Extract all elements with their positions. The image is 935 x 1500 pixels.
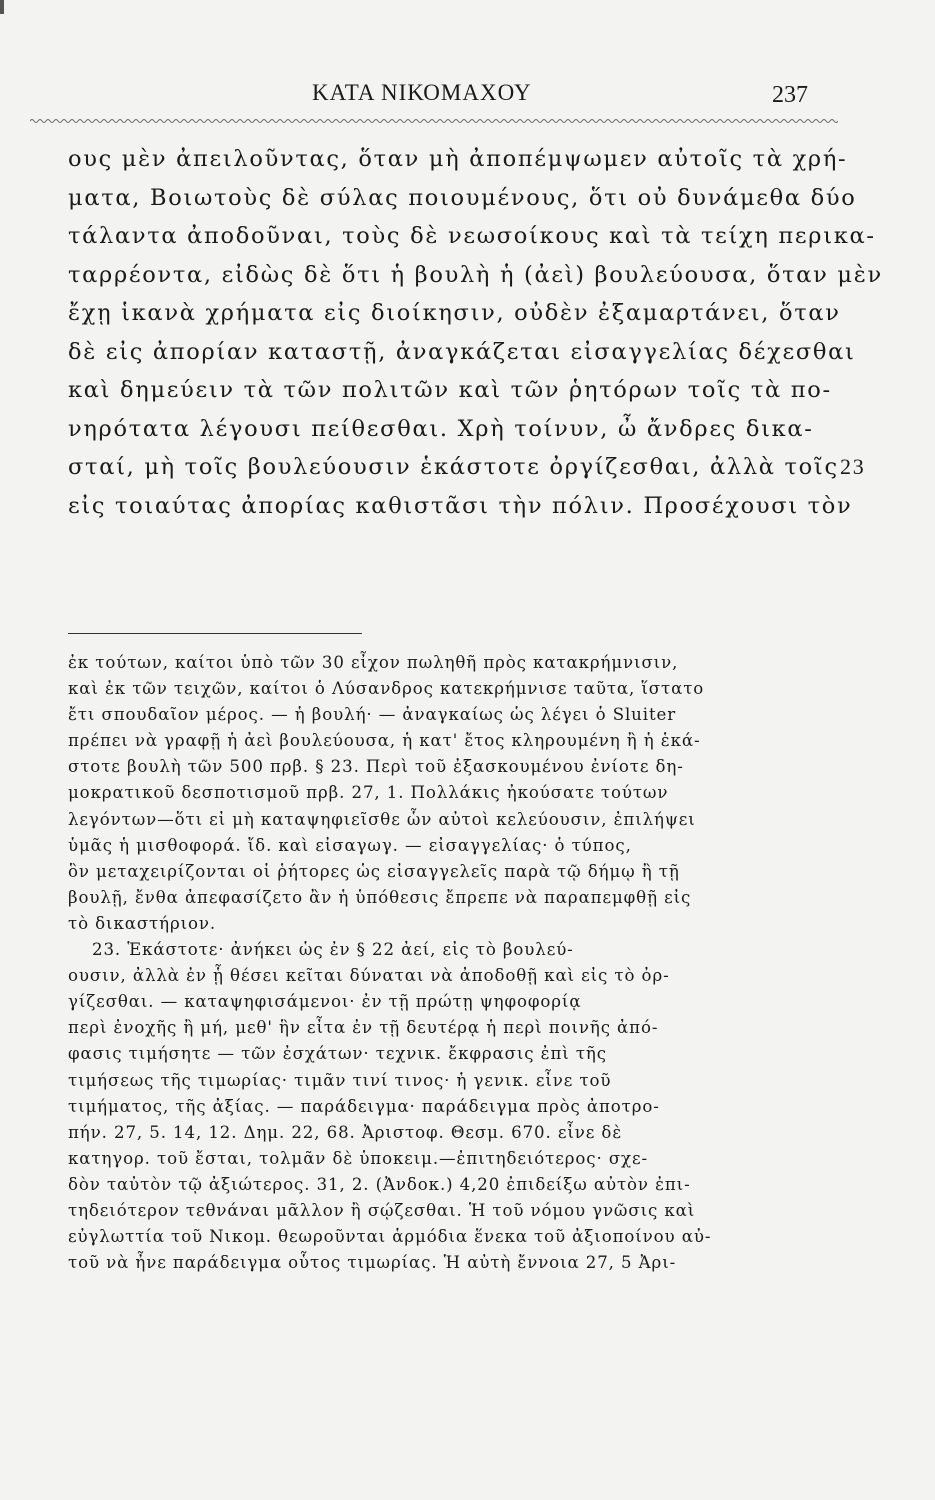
footnote-line: πήν. 27, 5. 14, 12. Δημ. 22, 68. Ἀριστοφ. Θεσμ. 670. εἶνε δὲ xyxy=(68,1122,623,1142)
page-header xyxy=(236,74,836,114)
main-text xyxy=(68,140,883,525)
footnote-line: περὶ ἐνοχῆς ἢ μή, μεθ' ἣν εἶτα ἐν τῇ δευτέρᾳ ἡ περὶ ποινῆς ἀπό- xyxy=(68,1018,659,1038)
header-wavy-rule xyxy=(30,116,838,126)
footnote-line: 23. Ἑκάστοτε· ἀνήκει ὡς ἐν § 22 ἀεί, εἰς τὸ βουλεύ- xyxy=(92,940,574,960)
page-number: 237 xyxy=(772,82,808,108)
main-text-line: ἔχῃ ἱκανὰ χρήματα εἰς διοίκησιν, οὐδὲν ἐξαμαρτάνει, ὅταν xyxy=(68,300,841,326)
footnote-line: εὐγλωττία τοῦ Νικομ. θεωροῦνται ἁρμόδια ἕνεκα τοῦ ἀξιοποίνου αὐ- xyxy=(68,1227,712,1247)
footnote-line: τηδειότερον τεθνάναι μᾶλλον ἢ σῴζεσθαι. Ἡ τοῦ νόμου γνῶσις καὶ xyxy=(68,1200,696,1220)
page-edge-mark xyxy=(0,0,4,14)
footnote-line: πρέπει νὰ γραφῇ ἡ ἀεὶ βουλεύουσα, ἡ κατ' ἔτος κληρουμένη ἢ ἡ ἑκά- xyxy=(68,731,701,751)
main-text-line: τάλαντα ἀποδοῦναι, τοὺς δὲ νεωσοίκους καὶ τὰ τείχη περικα- xyxy=(68,223,876,249)
margin-section-number: 23 xyxy=(840,454,866,479)
footnote-line: λεγόντων—ὅτι εἰ μὴ καταψηφιεῖσθε ὧν αὐτοὶ κελεύουσιν, ἐπιλήψει xyxy=(68,809,696,829)
footnote-line: δὸν ταὐτὸν τῷ ἀξιώτερος. 31, 2. (Ἀνδοκ.) 4,20 ἐπιδείξω αὐτὸν ἐπι- xyxy=(68,1174,691,1194)
footnote-line: γίζεσθαι. — καταψηφισάμενοι· ἐν τῇ πρώτῃ ψηφοφορίᾳ xyxy=(68,992,582,1012)
footnote-line: φασις τιμήσητε — τῶν ἐσχάτων· τεχνικ. ἔκφρασις ἐπὶ τῆς xyxy=(68,1044,607,1064)
main-text-line: δὲ εἰς ἀπορίαν καταστῇ, ἀναγκάζεται εἰσαγγελίας δέχεσθαι xyxy=(68,338,856,365)
running-title: ΚΑΤΑ ΝΙΚΟΜΑΧΟΥ xyxy=(312,80,532,105)
footnote-line: τιμήσεως τῆς τιμωρίας· τιμᾶν τινί τινος· ἡ γενικ. εἶνε τοῦ xyxy=(68,1070,612,1090)
footnote-line: μοκρατικοῦ δεσποτισμοῦ πρβ. 27, 1. Πολλάκις ἠκούσατε τούτων xyxy=(68,783,669,803)
footnote-line: ὃν μεταχειρίζονται οἱ ῥήτορες ὡς εἰσαγγελεῖς παρὰ τῷ δήμῳ ἢ τῇ xyxy=(68,861,680,881)
footnote-line: τοῦ νὰ ἦνε παράδειγμα οὗτος τιμωρίας. Ἡ αὐτὴ ἔννοια 27, 5 Ἀρι- xyxy=(68,1253,677,1273)
main-text-line xyxy=(68,448,866,487)
footnote-line: στοτε βουλὴ τῶν 500 πρβ. § 23. Περὶ τοῦ ἐξασκουμένου ἐνίοτε δη- xyxy=(68,757,684,777)
footnote-line: κατηγορ. τοῦ ἔσται, τολμᾶν δὲ ὑποκειμ.—ἐπιτηδειότερος· σχε- xyxy=(68,1148,649,1168)
footnotes xyxy=(68,650,838,1276)
footnote-line: ουσιν, ἀλλὰ ἐν ᾗ θέσει κεῖται δύναται νὰ ἀποδοθῇ καὶ εἰς τὸ ὀρ- xyxy=(68,966,670,986)
main-text-line: εἰς τοιαύτας ἀπορίας καθιστᾶσι τὴν πόλιν. Προσέχουσι τὸν xyxy=(68,492,853,519)
main-text-line: ους μὲν ἀπειλοῦντας, ὅταν μὴ ἀποπέμψωμεν αὐτοῖς τὰ χρή- xyxy=(68,146,848,172)
main-text-line: καὶ δημεύειν τὰ τῶν πολιτῶν καὶ τῶν ῥητόρων τοῖς τὰ πο- xyxy=(68,377,832,403)
footnote-line: καὶ ἐκ τῶν τειχῶν, καίτοι ὁ Λύσανδρος κατεκρήμνισε ταῦτα, ἵστατο xyxy=(68,679,705,699)
footnote-line: τιμήματος, τῆς ἀξίας. — παράδειγμα· παράδειγμα πρὸς ἀποτρο- xyxy=(68,1096,660,1116)
footnote-line: τὸ δικαστήριον. xyxy=(68,913,217,933)
main-text-line: ταρρέοντα, εἰδὼς δὲ ὅτι ἡ βουλὴ ἡ (ἀεὶ) βουλεύουσα, ὅταν μὲν xyxy=(68,261,883,288)
footnote-line: ὑμᾶς ἡ μισθοφορά. ἴδ. καὶ εἰσαγωγ. — εἰσαγγελίας· ὁ τύπος, xyxy=(68,835,632,855)
footnote-line: βουλῇ, ἔνθα ἀπεφασίζετο ἂν ἡ ὑπόθεσις ἔπρεπε νὰ παραπεμφθῇ εἰς xyxy=(68,887,692,907)
main-text-line: νηρότατα λέγουσι πείθεσθαι. Χρὴ τοίνυν, ὦ ἄνδρες δικα- xyxy=(68,415,814,442)
footnote-line: ἔτι σπουδαῖον μέρος. — ἡ βουλή· — ἀναγκαίως ὡς λέγει ὁ Sluiter xyxy=(68,705,677,725)
main-text-line-content: σταί, μὴ τοῖς βουλεύουσιν ἑκάστοτε ὀργίζεσθαι, ἀλλὰ τοῖς xyxy=(68,454,839,480)
main-text-line: ματα, Βοιωτοὺς δὲ σύλας ποιουμένους, ὅτι οὐ δυνάμεθα δύο xyxy=(68,184,857,211)
footnote-separator xyxy=(68,633,362,634)
footnote-line: ἐκ τούτων, καίτοι ὑπὸ τῶν 30 εἶχον πωληθῆ πρὸς κατακρήμνισιν, xyxy=(68,653,679,672)
